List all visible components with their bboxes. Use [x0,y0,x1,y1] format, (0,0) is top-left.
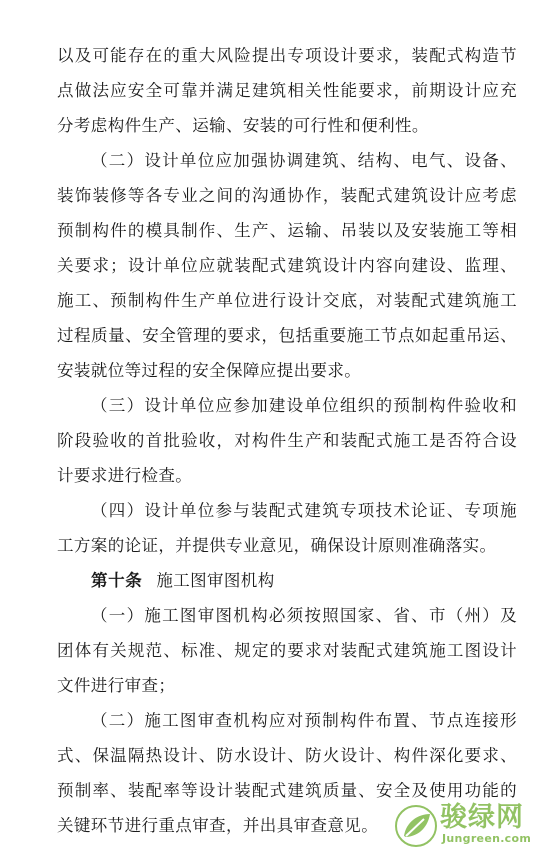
watermark-url: Jungreen.com [442,832,532,845]
text-line: 施工、预制构件生产单位进行设计交底，对装配式建筑施工 [57,291,517,310]
article-number: 第十条 [91,571,143,590]
text-line: 文件进行审查； [57,676,176,695]
text-line: 阶段验收的首批验收，对构件生产和装配式施工是否符合设 [57,431,517,450]
text-line: 工方案的论证，并提供专业意见，确保设计原则准确落实。 [57,536,497,555]
paragraph-start: （二）施工图审查机构应对预制构件布置、节点连接形 [91,711,517,730]
text-line: 关键环节进行重点审查，并出具审查意见。 [57,816,379,835]
leaf-logo-icon [394,804,438,848]
text-line: 分考虑构件生产、运输、安装的可行性和便利性。 [57,116,429,135]
article-heading [91,565,517,597]
paragraph-start: （三）设计单位应参加建设单位组织的预制构件验收和 [91,396,517,415]
text-line: 过程质量、安全管理的要求，包括重要施工节点如起重吊运、 [57,326,517,345]
text-line: 式、保温隔热设计、防水设计、防火设计、构件深化要求、 [57,746,517,765]
text-line: 装饰装修等各专业之间的沟通协作，装配式建筑设计应考虑 [57,186,517,205]
text-line: 预制构件的模具制作、生产、运输、吊装以及安装施工等相 [57,221,517,240]
paragraph-start: （二）设计单位应加强协调建筑、结构、电气、设备、 [91,151,517,170]
watermark-text: 骏绿网 [440,802,524,833]
paragraph-start: （四）设计单位参与装配式建筑专项技术论证、专项施 [91,501,517,520]
article-title: 施工图审图机构 [156,571,275,590]
text-line: 以及可能存在的重大风险提出专项设计要求，装配式构造节 [57,46,517,65]
paragraph-start: （一）施工图审图机构必须按照国家、省、市（州）及 [91,606,517,625]
text-line: 团体有关规范、标准、规定的要求对装配式建筑施工图设计 [57,641,517,660]
text-line: 安装就位等过程的安全保障应提出要求。 [57,361,362,380]
text-line: 计要求进行检查。 [57,466,193,485]
text-line: 预制率、装配率等设计装配式建筑质量、安全及使用功能的 [57,781,517,800]
text-line: 关要求；设计单位应就装配式建筑设计内容向建设、监理、 [57,256,517,275]
text-line: 点做法应安全可靠并满足建筑相关性能要求，前期设计应充 [57,81,517,100]
site-watermark [394,802,544,850]
